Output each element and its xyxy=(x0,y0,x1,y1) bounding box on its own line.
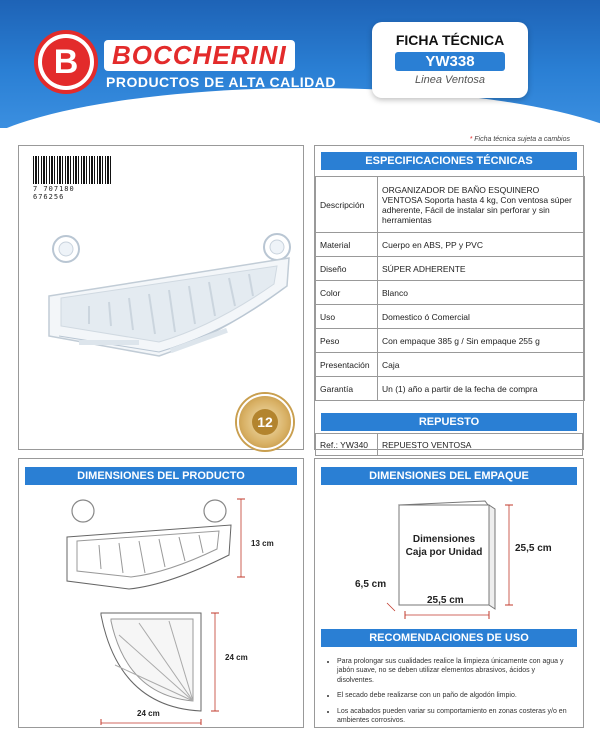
repuesto-ref: Ref.: YW340 xyxy=(316,434,378,456)
spec-key: Material xyxy=(316,233,378,257)
spec-key: Color xyxy=(316,281,378,305)
product-height-label: 13 cm xyxy=(251,539,274,548)
spec-value: Con empaque 385 g / Sin empaque 255 g xyxy=(378,329,585,353)
spec-value: ORGANIZADOR DE BAÑO ESQUINERO VENTOSA Soporta hasta 4 kg, Con ventosa súper adherente, Fácil de instalar sin perforar y sin herramientas xyxy=(378,177,585,233)
recommendations-title: RECOMENDACIONES DE USO xyxy=(321,629,577,647)
table-row xyxy=(316,329,585,353)
brand-tagline: PRODUCTOS DE ALTA CALIDAD xyxy=(106,74,337,90)
package-box-label-2: Caja por Unidad xyxy=(405,547,483,558)
table-row xyxy=(316,177,585,233)
logo-letter: B xyxy=(42,38,90,86)
spec-value: Blanco xyxy=(378,281,585,305)
table-row xyxy=(316,353,585,377)
product-width-label: 24 cm xyxy=(137,709,160,718)
specs-title: ESPECIFICACIONES TÉCNICAS xyxy=(321,152,577,170)
spec-key: Garantía xyxy=(316,377,378,401)
spec-key: Diseño xyxy=(316,257,378,281)
spec-key: Uso xyxy=(316,305,378,329)
product-line: Linea Ventosa xyxy=(415,74,485,86)
barcode-number: 7 707180 676256 xyxy=(33,185,75,201)
spec-value: Cuerpo en ABS, PP y PVC xyxy=(378,233,585,257)
package-box-label-1: Dimensiones xyxy=(412,534,476,545)
header-banner xyxy=(0,0,600,128)
specifications-panel xyxy=(314,145,584,450)
spec-key: Presentación xyxy=(316,353,378,377)
product-dimensions-title: DIMENSIONES DEL PRODUCTO xyxy=(25,467,297,485)
disclaimer-note: * Ficha técnica sujeta a cambios xyxy=(469,136,570,143)
package-dimensions-title: DIMENSIONES DEL EMPAQUE xyxy=(321,467,577,485)
brand-logo xyxy=(34,30,98,94)
brand-name: BOCCHERINI xyxy=(104,40,295,71)
spec-key: Descripción xyxy=(316,177,378,233)
list-item: • Los acabados pueden variar su comportamiento en zonas costeras y/o en ambientes corrosivos. xyxy=(337,707,569,726)
spec-value: Un (1) año a partir de la fecha de compra xyxy=(378,377,585,401)
table-row xyxy=(316,377,585,401)
product-dimensions-diagram xyxy=(19,485,305,725)
list-item: • Para prolongar sus cualidades realice la limpieza únicamente con agua y jabón suave, no se deben utilizar elementos abrasivos, ácidos y disolventes. xyxy=(337,657,569,685)
model-code: YW338 xyxy=(395,52,505,71)
table-row xyxy=(316,434,583,456)
guarantee-months: 12 xyxy=(252,409,278,435)
package-height-label: 25,5 cm xyxy=(515,543,552,554)
spec-value: SÚPER ADHERENTE xyxy=(378,257,585,281)
product-image-panel xyxy=(18,145,304,450)
product-dimensions-panel xyxy=(18,458,304,728)
recommendations-list xyxy=(315,651,583,732)
package-panel xyxy=(314,458,584,728)
ficha-card xyxy=(372,22,528,98)
ficha-title: FICHA TÉCNICA xyxy=(395,32,505,48)
repuesto-table xyxy=(315,433,583,456)
repuesto-value: REPUESTO VENTOSA xyxy=(378,434,583,456)
repuesto-title: REPUESTO xyxy=(321,413,577,431)
spec-value: Domestico ó Comercial xyxy=(378,305,585,329)
spec-key: Peso xyxy=(316,329,378,353)
spec-value: Caja xyxy=(378,353,585,377)
package-depth-label: 6,5 cm xyxy=(355,579,387,590)
table-row xyxy=(316,305,585,329)
specs-table xyxy=(315,176,585,401)
table-row xyxy=(316,257,585,281)
list-item: • El secado debe realizarse con un paño de algodón limpio. xyxy=(337,691,569,700)
table-row xyxy=(316,233,585,257)
product-depth-label: 24 cm xyxy=(225,653,248,662)
package-width-label: 25,5 cm xyxy=(427,595,464,606)
package-box-label xyxy=(399,533,489,559)
table-row xyxy=(316,281,585,305)
guarantee-seal xyxy=(237,394,293,450)
